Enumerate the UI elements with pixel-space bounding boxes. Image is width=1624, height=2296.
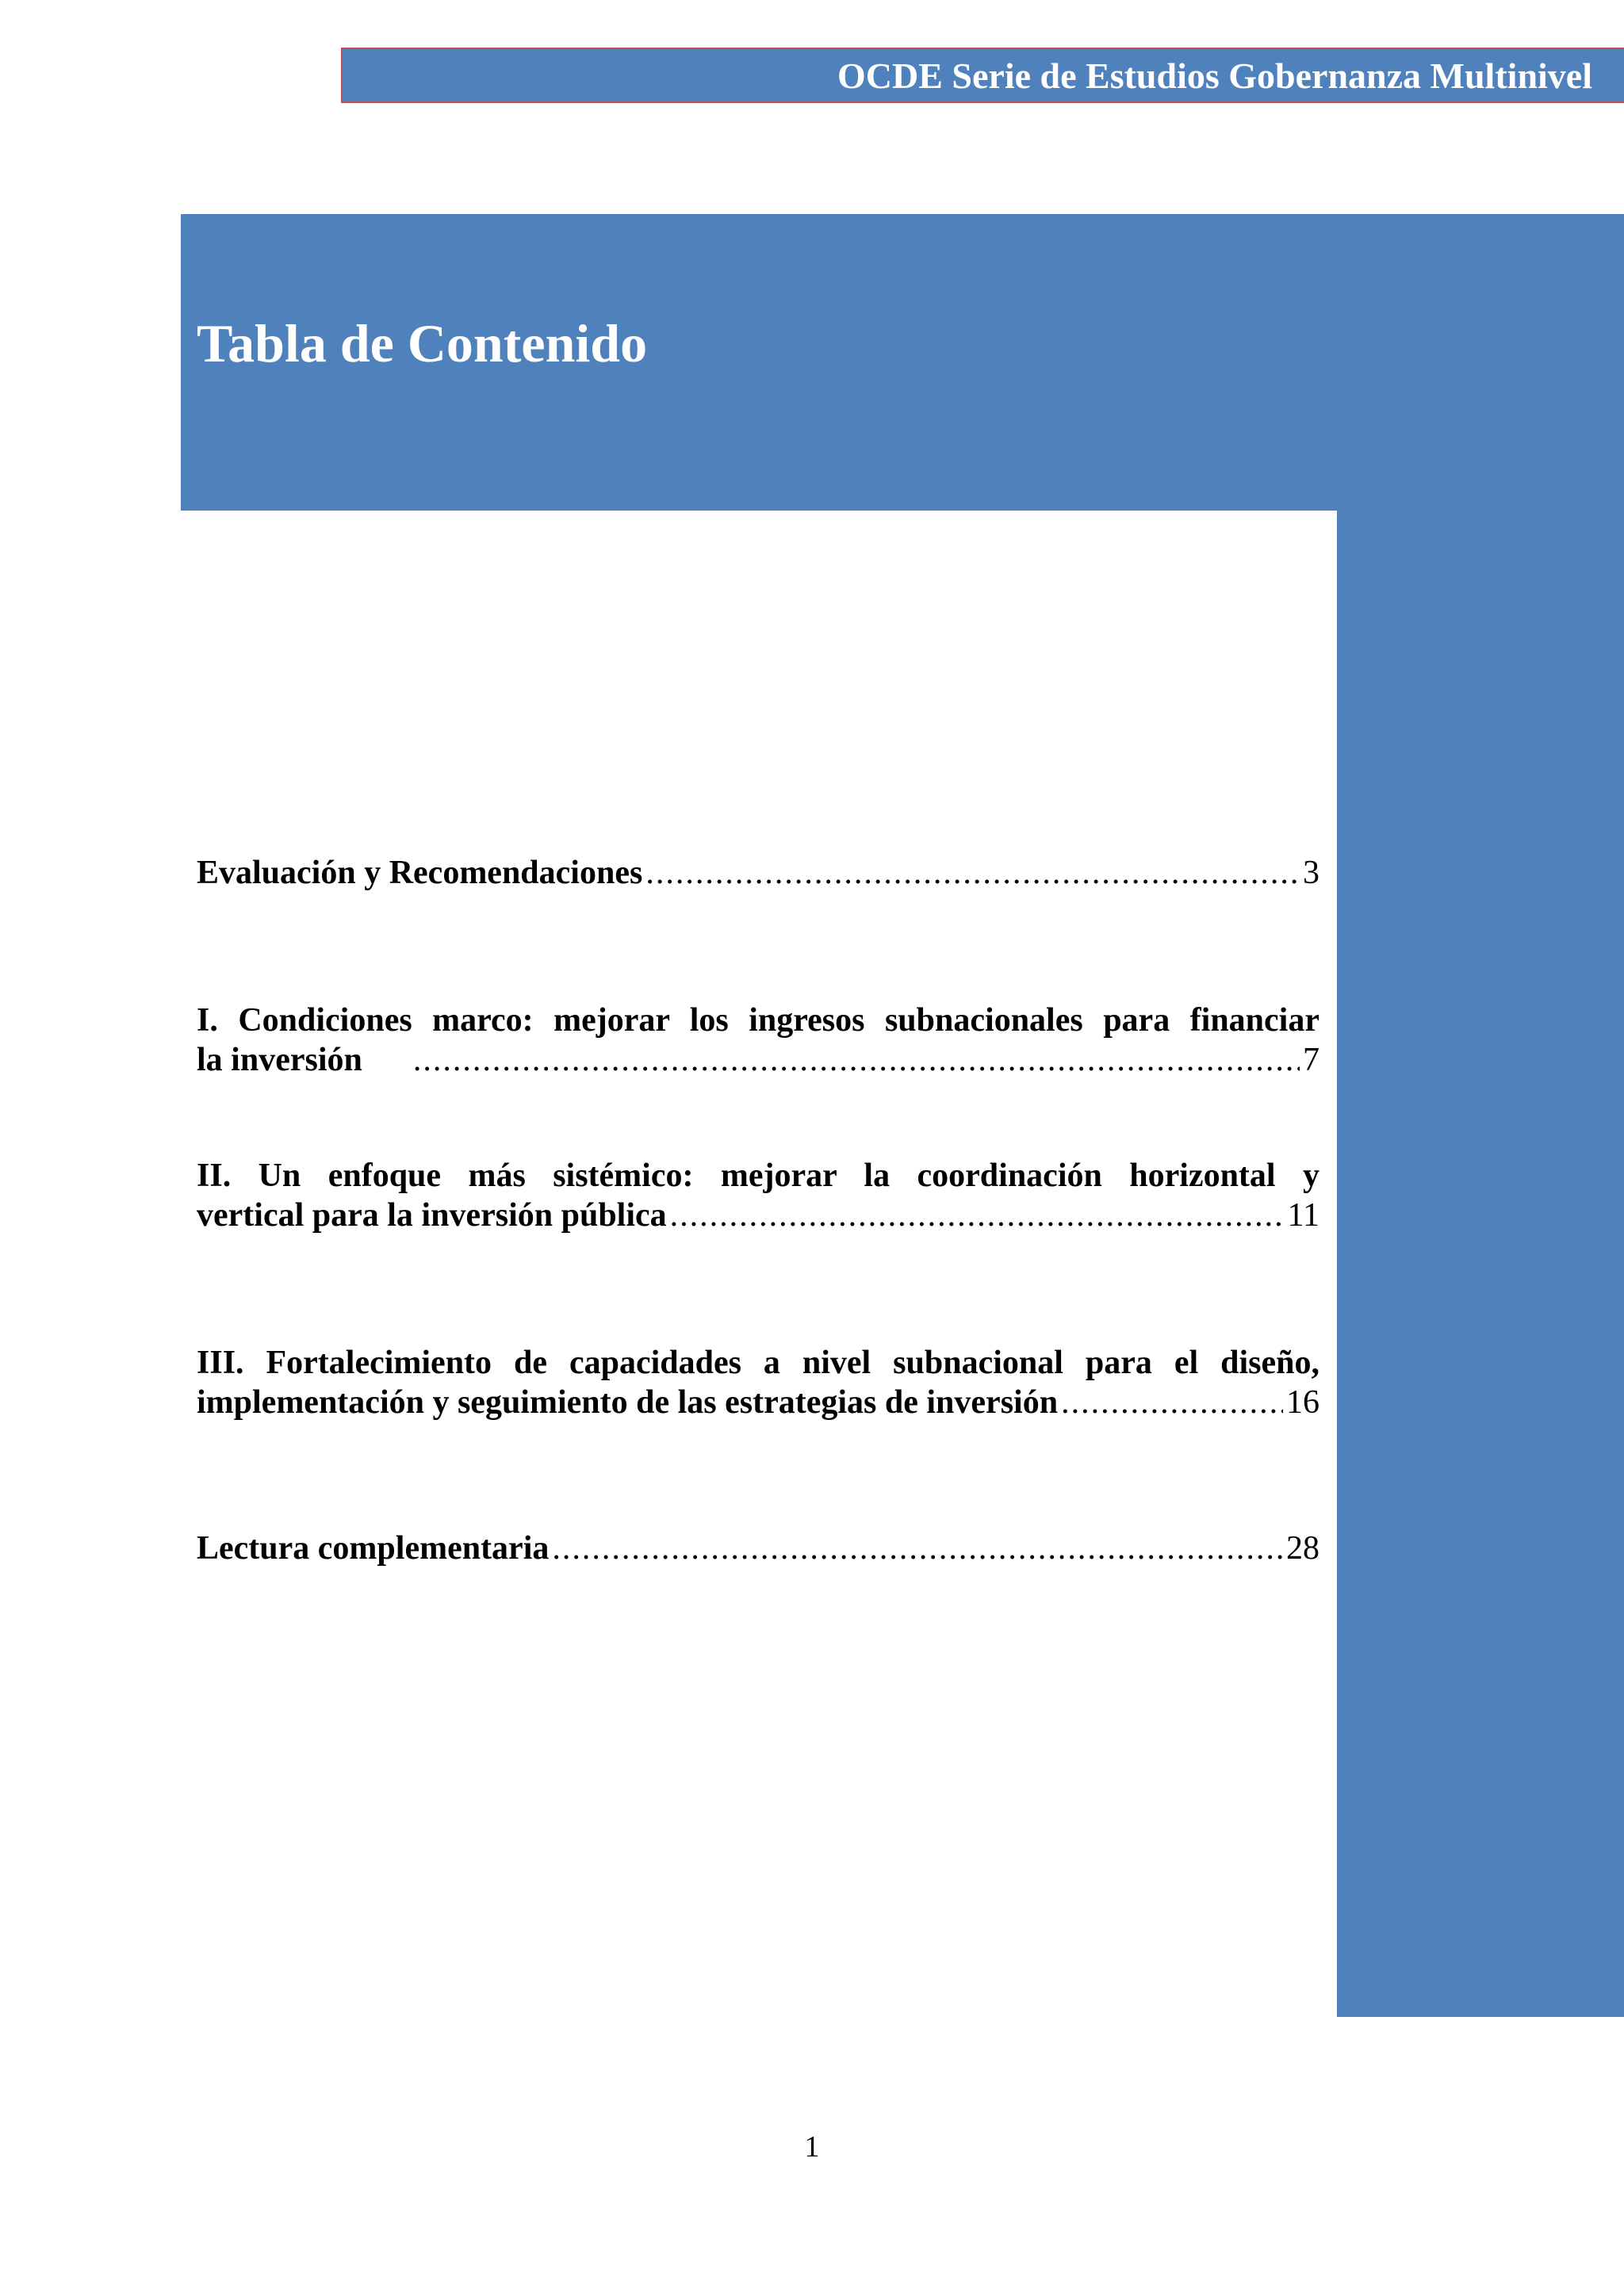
toc-page-number: 3 bbox=[1303, 855, 1320, 891]
toc-entry-title-line1: II. Un enfoque más sistémico: mejorar la coordinación horizontal y bbox=[197, 1158, 1320, 1194]
toc-entry-enfoque-sistemico[interactable] bbox=[197, 1156, 1320, 1235]
toc-page-number: 16 bbox=[1286, 1384, 1320, 1421]
toc-page-number: 28 bbox=[1286, 1530, 1320, 1567]
page-title: Tabla de Contenido bbox=[197, 313, 648, 373]
series-header-bar bbox=[341, 48, 1624, 103]
toc-entry-title: Lectura complementaria bbox=[197, 1530, 550, 1567]
toc-leader-dots bbox=[645, 853, 1300, 893]
toc-entry-title: Evaluación y Recomendaciones bbox=[197, 855, 643, 891]
toc-page-number: 11 bbox=[1287, 1197, 1320, 1234]
toc-entry-title-line2: la inversión bbox=[197, 1042, 362, 1078]
toc-entry-evaluacion[interactable] bbox=[197, 853, 1320, 893]
toc-entry-lectura-complementaria[interactable] bbox=[197, 1529, 1320, 1568]
toc-leader-dots bbox=[1061, 1383, 1283, 1422]
toc-page-number: 7 bbox=[1303, 1042, 1320, 1078]
page-number: 1 bbox=[804, 2130, 820, 2164]
toc-entry-title-line1: I. Condiciones marco: mejorar los ingresos subnacionales para financiar bbox=[197, 1002, 1320, 1039]
toc-leader-dots bbox=[670, 1196, 1285, 1235]
toc-entry-fortalecimiento[interactable] bbox=[197, 1343, 1320, 1422]
toc-leader-dots bbox=[552, 1529, 1283, 1568]
toc-entry-condiciones-marco[interactable] bbox=[197, 1001, 1320, 1080]
toc-entry-title-line2: implementación y seguimiento de las estrategias de inversión bbox=[197, 1384, 1059, 1421]
toc-entry-title-line1: III. Fortalecimiento de capacidades a nivel subnacional para el diseño, bbox=[197, 1345, 1320, 1381]
toc-entry-title-line2: vertical para la inversión pública bbox=[197, 1197, 667, 1234]
side-band bbox=[1337, 511, 1624, 2017]
toc-leader-dots bbox=[413, 1040, 1300, 1080]
series-title: OCDE Serie de Estudios Gobernanza Multinivel bbox=[837, 55, 1592, 96]
